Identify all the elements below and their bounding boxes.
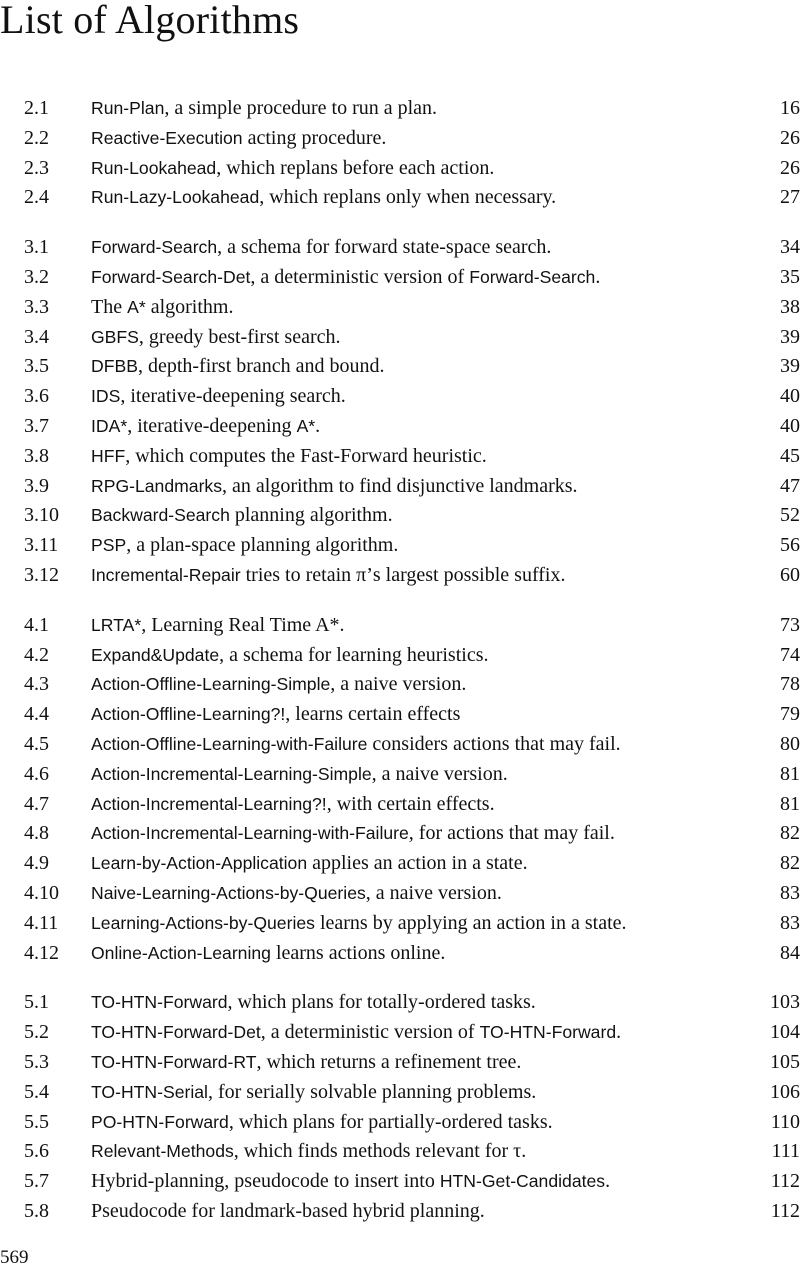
list-item[interactable] [0, 561, 800, 591]
caption-description: , for serially solvable planning problems. [207, 1080, 537, 1103]
caption-prefix: Pseudocode for landmark-based hybrid planning. [91, 1199, 485, 1222]
algorithm-number: 4.2 [24, 643, 49, 666]
caption-prefix: Hybrid-planning, pseudocode to insert into [91, 1170, 440, 1193]
algorithm-name: Run-Lookahead [91, 157, 217, 178]
algorithm-number: 4.4 [24, 703, 49, 726]
algorithm-name: Learning-Actions-by-Queries [91, 912, 315, 933]
list-item[interactable] [0, 442, 800, 472]
algorithm-caption [91, 561, 565, 591]
page-reference: 112 [770, 1170, 800, 1193]
list-item[interactable] [0, 1048, 800, 1078]
page-reference: 105 [770, 1050, 800, 1073]
page-reference: 56 [780, 534, 800, 557]
algorithm-caption [91, 352, 385, 382]
algorithm-number: 5.1 [24, 991, 49, 1014]
caption-description: tries to retain π’s largest possible suffix. [240, 563, 566, 586]
list-item[interactable] [0, 154, 800, 184]
algorithm-number: 5.6 [24, 1140, 49, 1163]
algorithm-caption [91, 819, 615, 849]
algorithm-caption [91, 939, 445, 969]
algorithm-number: 4.8 [24, 822, 49, 845]
algorithm-caption [91, 670, 466, 700]
algorithm-caption [91, 1108, 553, 1138]
page-number: 569 [0, 1247, 29, 1268]
algorithm-name: Action-Incremental-Learning?! [91, 793, 327, 814]
list-item[interactable] [0, 382, 800, 412]
list-item[interactable] [0, 124, 800, 154]
algorithm-name: Action-Offline-Learning-Simple [91, 674, 331, 695]
page-reference: 112 [770, 1199, 800, 1222]
algorithm-name: Forward-Search [91, 237, 218, 258]
page-reference: 40 [780, 385, 800, 408]
caption-description: learns by applying an action in a state. [314, 911, 627, 934]
algorithm-name: TO-HTN-Forward-Det [91, 1022, 261, 1043]
algorithm-caption [91, 124, 386, 154]
algorithm-name: Relevant-Methods [91, 1141, 234, 1162]
algorithm-caption [91, 1018, 621, 1048]
algorithm-name: Backward-Search [91, 505, 230, 526]
page-reference: 78 [780, 673, 800, 696]
list-item[interactable] [0, 611, 800, 641]
list-item[interactable] [0, 293, 800, 323]
caption-description: , a naive version. [371, 762, 508, 785]
algorithm-number: 3.5 [24, 355, 49, 378]
algorithm-name: PO-HTN-Forward [91, 1111, 229, 1132]
list-item[interactable] [0, 760, 800, 790]
algorithm-number: 3.4 [24, 325, 49, 348]
algorithm-number: 3.2 [24, 265, 49, 288]
caption-description: , which plans for partially-ordered tasks. [228, 1110, 553, 1133]
algorithm-name: DFBB [91, 356, 138, 377]
list-item[interactable] [0, 323, 800, 353]
page-reference: 38 [780, 295, 800, 318]
list-item[interactable] [0, 790, 800, 820]
algorithm-name: Reactive-Execution [91, 127, 243, 148]
algorithm-caption [91, 1137, 526, 1167]
algorithm-number: 5.2 [24, 1021, 49, 1044]
list-item[interactable] [0, 1197, 800, 1227]
algorithm-caption [91, 790, 495, 820]
page-reference: 40 [780, 414, 800, 437]
algorithm-reference: Forward-Search [469, 266, 596, 287]
list-item[interactable] [0, 909, 800, 939]
caption-suffix: . [595, 265, 601, 288]
caption-description: algorithm. [145, 295, 234, 318]
algorithm-number: 4.9 [24, 852, 49, 875]
algorithm-caption [91, 531, 398, 561]
page-reference: 39 [780, 355, 800, 378]
page-reference: 84 [780, 941, 800, 964]
algorithm-number: 3.10 [24, 504, 59, 527]
caption-description: , which replans only when necessary. [259, 186, 557, 209]
algorithm-group [0, 611, 800, 969]
algorithm-name: LRTA* [91, 614, 142, 635]
list-item[interactable] [0, 939, 800, 969]
algorithm-number: 3.1 [24, 236, 49, 259]
list-item[interactable] [0, 183, 800, 213]
algorithm-number: 2.2 [24, 126, 49, 149]
algorithm-group [0, 233, 800, 591]
algorithm-name: Online-Action-Learning [91, 942, 271, 963]
page-reference: 81 [780, 792, 800, 815]
algorithm-caption [91, 263, 600, 293]
caption-description: acting procedure. [242, 126, 387, 149]
algorithm-caption [91, 94, 437, 124]
algorithm-caption [91, 849, 528, 879]
algorithm-name: PSP [91, 535, 127, 556]
algorithm-reference: TO-HTN-Forward [479, 1022, 617, 1043]
algorithm-caption [91, 1167, 610, 1197]
algorithm-number: 3.12 [24, 563, 59, 586]
caption-description: . [605, 1170, 611, 1193]
caption-description: learns actions online. [270, 941, 446, 964]
algorithm-caption [91, 183, 556, 213]
caption-description: , iterative-deepening search. [120, 385, 346, 408]
algorithm-number: 5.3 [24, 1050, 49, 1073]
list-item[interactable] [0, 879, 800, 909]
algorithm-name: Forward-Search-Det [91, 266, 251, 287]
caption-suffix: . [616, 1021, 622, 1044]
algorithm-name: TO-HTN-Serial [91, 1081, 208, 1102]
list-item[interactable] [0, 1167, 800, 1197]
list-item[interactable] [0, 412, 800, 442]
algorithm-number: 4.12 [24, 941, 59, 964]
algorithm-list [0, 94, 800, 1247]
list-item[interactable] [0, 670, 800, 700]
caption-description: , a schema for forward state-space search. [217, 236, 552, 259]
algorithm-caption [91, 442, 487, 472]
caption-description: , with certain effects. [326, 792, 495, 815]
caption-description: , a plan-space planning algorithm. [126, 534, 399, 557]
caption-description: , greedy best-first search. [138, 325, 341, 348]
algorithm-number: 4.1 [24, 613, 49, 636]
algorithm-caption [91, 382, 346, 412]
algorithm-caption [91, 641, 489, 671]
algorithm-number: 4.10 [24, 881, 59, 904]
caption-description: planning algorithm. [229, 504, 393, 527]
algorithm-number: 2.1 [24, 97, 49, 119]
page-reference: 81 [780, 762, 800, 785]
algorithm-name: Action-Offline-Learning?! [91, 704, 286, 725]
page-reference: 47 [780, 474, 800, 497]
algorithm-caption [91, 1078, 536, 1108]
page-reference: 52 [780, 504, 800, 527]
algorithm-number: 3.6 [24, 385, 49, 408]
algorithm-name: GBFS [91, 326, 139, 347]
page-reference: 26 [780, 126, 800, 149]
algorithm-number: 3.3 [24, 295, 49, 318]
caption-description: , a naive version. [365, 881, 502, 904]
page-reference: 82 [780, 822, 800, 845]
caption-description: , Learning Real Time A*. [141, 613, 345, 636]
algorithm-name: HTN-Get-Candidates [439, 1171, 606, 1192]
page-reference: 27 [780, 186, 800, 209]
algorithm-name: Action-Incremental-Learning-with-Failure [91, 823, 409, 844]
caption-description: , a deterministic version of [250, 265, 470, 288]
list-item[interactable] [0, 531, 800, 561]
algorithm-number: 3.7 [24, 414, 49, 437]
algorithm-caption [91, 1197, 485, 1227]
list-item[interactable] [0, 849, 800, 879]
algorithm-caption [91, 730, 621, 760]
caption-description: , which returns a refinement tree. [256, 1050, 522, 1073]
algorithm-number: 4.5 [24, 732, 49, 755]
caption-description: considers actions that may fail. [367, 732, 621, 755]
list-item[interactable] [0, 730, 800, 760]
algorithm-name: TO-HTN-Forward [91, 992, 228, 1013]
algorithm-group [0, 94, 800, 213]
algorithm-number: 3.8 [24, 444, 49, 467]
algorithm-caption [91, 760, 508, 790]
algorithm-number: 2.3 [24, 156, 49, 179]
list-item[interactable] [0, 641, 800, 671]
algorithm-name: Run-Plan [91, 98, 165, 118]
caption-description: , a schema for learning heuristics. [219, 643, 489, 666]
page-reference: 82 [780, 852, 800, 875]
algorithm-number: 5.5 [24, 1110, 49, 1133]
list-item[interactable] [0, 988, 800, 1018]
algorithm-number: 4.6 [24, 762, 49, 785]
caption-description: , iterative-deepening [127, 414, 297, 437]
algorithm-number: 5.7 [24, 1170, 49, 1193]
algorithm-name: TO-HTN-Forward-RT [91, 1051, 257, 1072]
page-reference: 106 [770, 1080, 800, 1103]
page-reference: 80 [780, 732, 800, 755]
page-title: List of Algorithms [0, 0, 300, 42]
page-reference: 39 [780, 325, 800, 348]
page-reference: 34 [780, 236, 800, 259]
algorithm-caption [91, 988, 536, 1018]
caption-description: , a deterministic version of [260, 1021, 480, 1044]
algorithm-caption [91, 472, 578, 502]
list-item[interactable] [0, 472, 800, 502]
algorithm-name: RPG-Landmarks [91, 475, 223, 496]
algorithm-number: 4.7 [24, 792, 49, 815]
algorithm-caption [91, 611, 345, 641]
algorithm-group [0, 988, 800, 1226]
caption-description: , a simple procedure to run a plan. [164, 97, 438, 119]
page-reference: 110 [770, 1110, 800, 1133]
algorithm-name: Expand&Update [91, 644, 220, 665]
algorithm-number: 4.3 [24, 673, 49, 696]
algorithm-name: Run-Lazy-Lookahead [91, 187, 260, 208]
caption-description: , which finds methods relevant for τ. [233, 1140, 527, 1163]
list-item[interactable] [0, 501, 800, 531]
page-reference: 60 [780, 563, 800, 586]
caption-prefix: The [91, 295, 128, 318]
caption-description: , an algorithm to find disjunctive landmarks. [222, 474, 578, 497]
caption-description: , learns certain effects [285, 703, 461, 726]
algorithm-caption [91, 154, 494, 184]
algorithm-number: 3.11 [24, 534, 59, 557]
algorithm-caption [91, 323, 341, 353]
list-item[interactable] [0, 1078, 800, 1108]
algorithm-caption [91, 233, 551, 263]
page-reference: 83 [780, 881, 800, 904]
page-reference: 35 [780, 265, 800, 288]
caption-description: , which plans for totally-ordered tasks. [227, 991, 536, 1014]
algorithm-name: Incremental-Repair [91, 564, 241, 585]
list-item[interactable] [0, 819, 800, 849]
algorithm-caption [91, 412, 320, 442]
list-item[interactable] [0, 233, 800, 263]
algorithm-caption [91, 879, 502, 909]
algorithm-name: Learn-by-Action-Application [91, 853, 308, 874]
page-reference: 73 [780, 613, 800, 636]
caption-description: applies an action in a state. [307, 852, 528, 875]
algorithm-caption [91, 909, 627, 939]
algorithm-name: Action-Incremental-Learning-Simple [91, 763, 372, 784]
algorithm-name: A* [127, 296, 146, 317]
list-item[interactable] [0, 1137, 800, 1167]
list-item[interactable] [0, 1018, 800, 1048]
algorithm-number: 4.11 [24, 911, 59, 934]
caption-suffix: . [315, 414, 321, 437]
list-item[interactable] [0, 1108, 800, 1138]
caption-description: , which computes the Fast-Forward heuristic. [125, 444, 487, 467]
caption-description: , which replans before each action. [216, 156, 495, 179]
list-item[interactable] [0, 700, 800, 730]
page-reference: 111 [771, 1140, 800, 1163]
algorithm-reference: A* [296, 415, 316, 436]
algorithm-name: IDA* [91, 415, 128, 436]
algorithm-number: 3.9 [24, 474, 49, 497]
page-reference: 45 [780, 444, 800, 467]
algorithm-name: HFF [91, 445, 126, 466]
page-reference: 103 [770, 991, 800, 1014]
page-reference: 104 [770, 1021, 800, 1044]
caption-description: , a naive version. [330, 673, 467, 696]
algorithm-name: IDS [91, 386, 121, 407]
algorithm-number: 5.8 [24, 1199, 49, 1222]
page-reference: 26 [780, 156, 800, 179]
algorithm-name: Naive-Learning-Actions-by-Queries [91, 882, 366, 903]
list-item[interactable] [0, 352, 800, 382]
caption-description: , depth-first branch and bound. [137, 355, 385, 378]
page-reference: 79 [780, 703, 800, 726]
algorithm-name: Action-Offline-Learning-with-Failure [91, 733, 368, 754]
caption-description: , for actions that may fail. [408, 822, 615, 845]
algorithm-number: 5.4 [24, 1080, 49, 1103]
algorithm-caption [91, 293, 233, 323]
page-reference: 16 [780, 97, 800, 119]
list-item[interactable] [0, 94, 800, 124]
algorithm-caption [91, 501, 393, 531]
page-reference: 83 [780, 911, 800, 934]
algorithm-caption [91, 1048, 521, 1078]
page-reference: 74 [780, 643, 800, 666]
algorithm-caption [91, 700, 460, 730]
algorithm-number: 2.4 [24, 186, 49, 209]
list-item[interactable] [0, 263, 800, 293]
